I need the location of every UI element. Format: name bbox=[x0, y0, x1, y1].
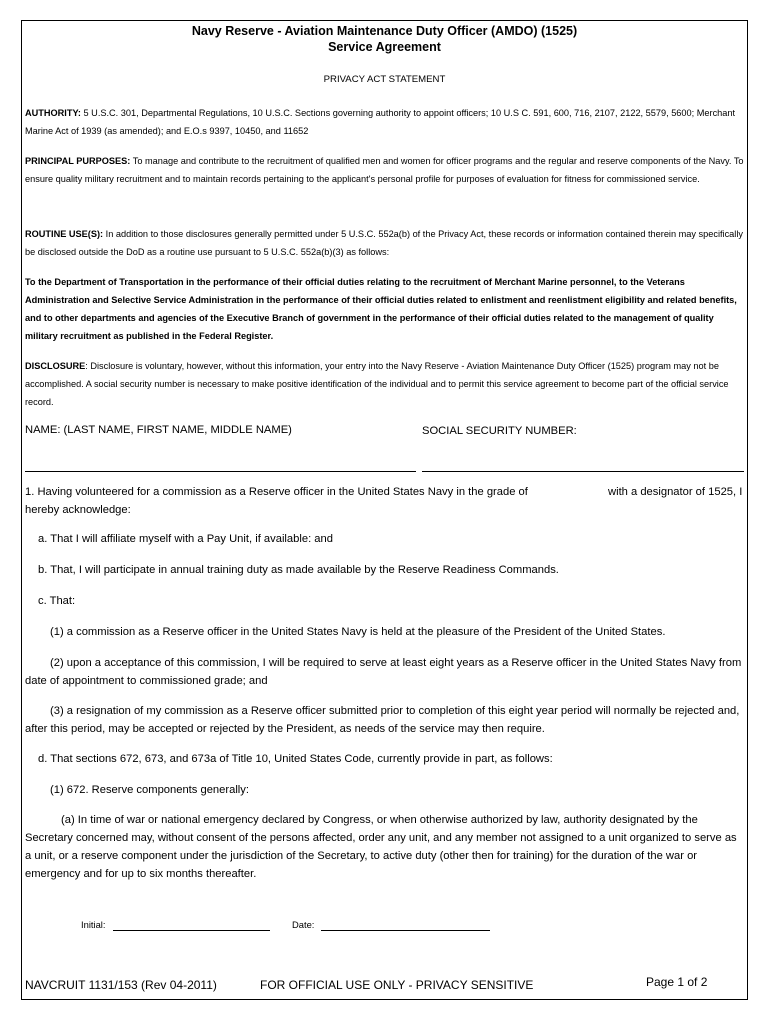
purposes-text: To manage and contribute to the recruitment of qualified men and women for officer programs and the regular and reserve components of the Navy. To ensure quality military recruitment and to maintain records pertaining to the applicant's personal profile for purposes of evaluation for fitness for commissioned service. bbox=[25, 156, 744, 184]
authority-label: AUTHORITY: bbox=[25, 108, 81, 118]
initial-label: Initial: bbox=[81, 919, 106, 930]
ssn-field[interactable] bbox=[422, 471, 744, 472]
disclosure-paragraph bbox=[25, 357, 745, 411]
item-c: c. That: bbox=[38, 595, 76, 607]
form-subtitle: Service Agreement bbox=[328, 40, 441, 54]
item-d1: (1) 672. Reserve components generally: bbox=[50, 784, 249, 796]
date-label: Date: bbox=[292, 919, 315, 930]
privacy-marking: FOR OFFICIAL USE ONLY - PRIVACY SENSITIVE bbox=[260, 978, 534, 992]
name-field[interactable] bbox=[25, 471, 416, 472]
principal-purposes-paragraph bbox=[25, 152, 745, 188]
item-a: a. That I will affiliate myself with a Pay Unit, if available: and bbox=[38, 533, 333, 545]
item-d1a: (a) In time of war or national emergency declared by Congress, or when otherwise authorized by law, authority designated by the Secretary concerned may, without consent of the persons affected, order any unit, and any member not assigned to a unit organized to serve as a unit, or a reserve component under the jurisdiction of the Secretary, to active duty (other then for training) for the duration of the war or emergency and for up to six months thereafter. bbox=[25, 814, 737, 880]
item-c3: (3) a resignation of my commission as a Reserve officer submitted prior to completion of this eight year period will normally be rejected and, after this period, may be accepted or rejected by the President, as needs of the service may then require. bbox=[25, 705, 740, 735]
item-b: b. That, I will participate in annual training duty as made available by the Reserve Readiness Commands. bbox=[38, 564, 559, 576]
routine-text: In addition to those disclosures generally permitted under 5 U.S.C. 552a(b) of the Privacy Act, these records or information contained therein may specifically be disclosed outside the DoD as a routine use pursuant to 5 U.S.C. 552a(b)(3) as follows: bbox=[25, 229, 743, 257]
authority-text: 5 U.S.C. 301, Departmental Regulations, 10 U.S.C. Sections governing authority to appoint officers; 10 U.S C. 591, 600, 716, 2107, 2122, 5579, 5600; Merchant Marine Act of 1939 (as amended); and E.O.s 9397, 10450, and 11652 bbox=[25, 108, 736, 136]
date-field[interactable] bbox=[321, 930, 490, 931]
item-c2: (2) upon a acceptance of this commission, I will be required to serve at least eight years as a Reserve officer in the United States Navy from date of appointment to commissioned grade; and bbox=[25, 657, 742, 687]
disclosure-text: : Disclosure is voluntary, however, without this information, your entry into the Navy Reserve - Aviation Maintenance Duty Officer (1525) program may not be accomplished. A social security number is necessary to make positive identification of the individual and to permit this service agreement to become part of the official service record. bbox=[25, 361, 729, 407]
paragraph-1-text: 1. Having volunteered for a commission as a Reserve officer in the United States Navy in the grade of bbox=[25, 486, 528, 498]
item-c1: (1) a commission as a Reserve officer in the United States Navy is held at the pleasure of the President of the United States. bbox=[50, 626, 666, 638]
routine-use-paragraph bbox=[25, 225, 745, 261]
purposes-label: PRINCIPAL PURPOSES: bbox=[25, 156, 131, 166]
form-number: NAVCRUIT 1131/153 (Rev 04-2011) bbox=[25, 978, 217, 992]
routine-use-bold-paragraph: To the Department of Transportation in the performance of their official duties relating to the recruitment of Merchant Marine personnel, to the Veterans Administration and Selective Service Administration in the performance of their official duties related to enlistment and reenlistment eligibility and related benefits, and to other departments and agencies of the Executive Branch of government in the performance of their official duties related to the management of quality military recruitment as published in the Federal Register. bbox=[25, 277, 737, 341]
name-label: NAME: (LAST NAME, FIRST NAME, MIDDLE NAME) bbox=[25, 424, 292, 436]
paragraph-1-end: hereby acknowledge: bbox=[25, 504, 131, 516]
paragraph-1 bbox=[25, 483, 745, 519]
routine-label: ROUTINE USE(S): bbox=[25, 229, 104, 239]
initial-field[interactable] bbox=[113, 930, 270, 931]
disclosure-label: DISCLOSURE bbox=[25, 361, 86, 371]
privacy-heading: PRIVACY ACT STATEMENT bbox=[323, 74, 446, 85]
item-d: d. That sections 672, 673, and 673a of Title 10, United States Code, currently provide in part, as follows: bbox=[38, 753, 553, 765]
designator-text: with a designator of 1525, I bbox=[608, 486, 743, 498]
authority-paragraph bbox=[25, 104, 745, 140]
page-number: Page 1 of 2 bbox=[646, 975, 708, 989]
ssn-label: SOCIAL SECURITY NUMBER: bbox=[422, 425, 577, 437]
form-title: Navy Reserve - Aviation Maintenance Duty Officer (AMDO) (1525) bbox=[191, 24, 578, 38]
